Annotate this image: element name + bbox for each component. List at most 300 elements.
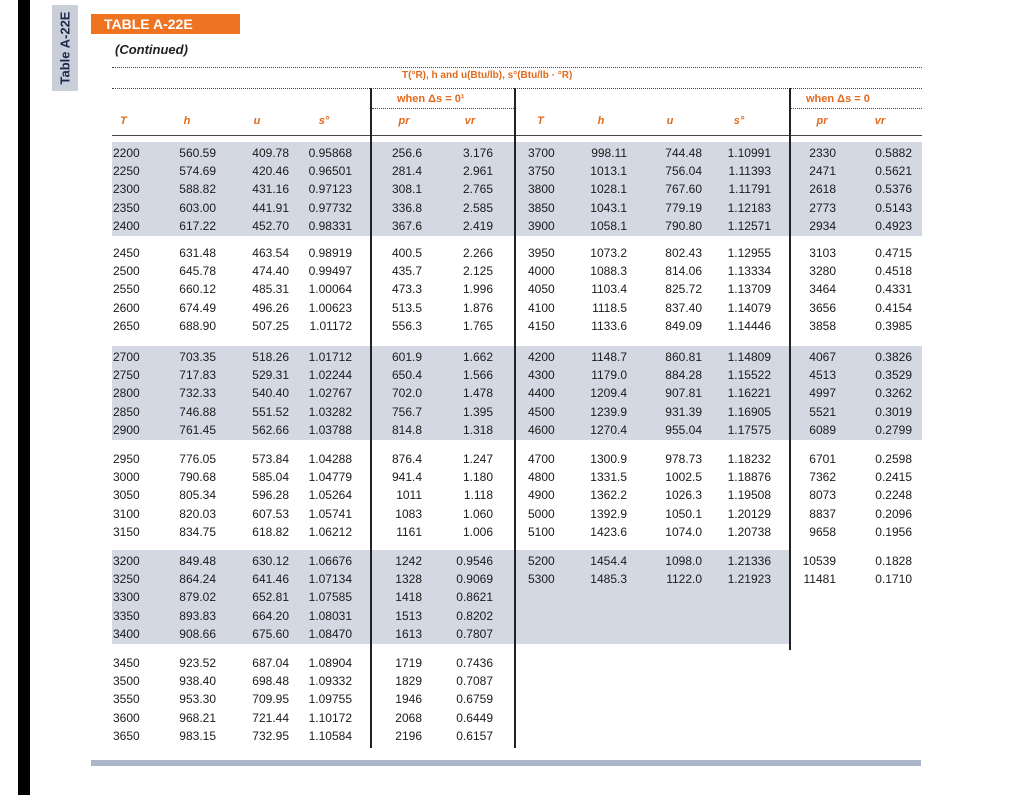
cell-u: 931.39: [665, 404, 702, 419]
cell-s0: 1.01712: [308, 350, 352, 364]
cell-pr: 2068: [395, 710, 422, 725]
cell-T: 4150: [528, 318, 555, 333]
cell-vr: 0.1828: [875, 554, 912, 568]
cell-h: 893.83: [179, 608, 216, 623]
cell-h: 1454.4: [590, 554, 627, 568]
cell-s0: 1.06212: [308, 524, 352, 539]
cell-u: 732.95: [252, 728, 289, 743]
cell-vr: 0.3529: [875, 368, 912, 383]
cell-s0: 1.21336: [727, 554, 771, 568]
cell-vr: 1.395: [462, 404, 493, 419]
cell-pr: 1328: [395, 572, 422, 587]
cell-T: 2550: [113, 282, 140, 297]
cell-vr: 0.8202: [456, 608, 493, 623]
cell-vr: 0.2248: [875, 488, 912, 503]
cell-u: 507.25: [252, 318, 289, 333]
cell-s0: 0.97732: [308, 200, 352, 215]
cell-h: 953.30: [179, 692, 216, 707]
cell-pr: 3103: [809, 246, 836, 260]
cell-T: 2800: [113, 386, 140, 401]
table-label-badge: TABLE A-22E: [91, 14, 240, 34]
cell-s0: 0.95868: [308, 146, 352, 160]
cell-u: 675.60: [252, 626, 289, 641]
cell-s0: 1.00064: [308, 282, 352, 297]
cell-h: 1392.9: [590, 506, 627, 521]
cell-h: 574.69: [179, 164, 216, 179]
cell-pr: 1242: [395, 554, 422, 568]
cell-T: 2450: [113, 246, 140, 260]
col-header-T: T: [120, 115, 127, 127]
cell-u: 837.40: [665, 300, 702, 315]
cell-h: 631.48: [179, 246, 216, 260]
cell-s0: 1.09755: [308, 692, 352, 707]
cell-pr: 3656: [809, 300, 836, 315]
cell-pr: 1011: [396, 488, 422, 503]
cell-vr: 3.176: [462, 146, 493, 160]
cell-T: 4700: [528, 452, 555, 466]
cell-pr: 256.6: [391, 146, 422, 160]
cell-T: 3350: [113, 608, 140, 623]
cell-h: 938.40: [179, 674, 216, 689]
cell-vr: 1.006: [462, 524, 493, 539]
cell-pr: 400.5: [391, 246, 422, 260]
col-header-s0: s°: [318, 115, 330, 127]
cell-T: 3650: [113, 728, 140, 743]
cell-vr: 0.9546: [456, 554, 493, 568]
cell-h: 1028.1: [590, 182, 627, 197]
cell-u: 562.66: [252, 422, 289, 437]
cell-h: 1485.3: [590, 572, 627, 587]
cell-T: 4050: [528, 282, 555, 297]
cell-s0: 1.05741: [308, 506, 352, 521]
cell-h: 617.22: [179, 218, 216, 233]
when-delta-s-right: when Δs = 0: [806, 93, 870, 105]
cell-vr: 0.5143: [875, 200, 912, 215]
cell-pr: 336.8: [391, 200, 422, 215]
cell-h: 1362.2: [590, 488, 627, 503]
cell-s0: 1.10172: [308, 710, 352, 725]
cell-s0: 1.10584: [308, 728, 352, 743]
cell-T: 5000: [528, 506, 555, 521]
col-header-vr-right: vr: [874, 115, 886, 127]
cell-h: 1148.7: [591, 350, 627, 364]
cell-T: 3750: [528, 164, 555, 179]
cell-h: 864.24: [179, 572, 216, 587]
cell-T: 4800: [528, 470, 555, 485]
cell-pr: 11481: [803, 572, 836, 587]
cell-s0: 1.18876: [727, 470, 771, 485]
cell-pr: 2934: [809, 218, 836, 233]
cell-pr: 2471: [809, 164, 836, 179]
cell-pr: 473.3: [391, 282, 422, 297]
subheader-rule-right: [790, 108, 922, 109]
cell-vr: 0.8621: [456, 590, 493, 605]
cell-h: 820.03: [179, 506, 216, 521]
cell-pr: 702.0: [391, 386, 422, 401]
cell-u: 641.46: [252, 572, 289, 587]
header-rule-top: [112, 67, 922, 68]
header-rule-mid: [112, 88, 922, 89]
cell-s0: 1.13334: [727, 264, 771, 279]
cell-u: 1122.0: [666, 572, 702, 587]
cell-u: 452.70: [252, 218, 289, 233]
page-edge-bar: [18, 0, 30, 795]
cell-h: 1209.4: [590, 386, 627, 401]
cell-u: 698.48: [252, 674, 289, 689]
cell-s0: 1.14809: [727, 350, 771, 364]
cell-u: 756.04: [665, 164, 702, 179]
cell-u: 485.31: [252, 282, 289, 297]
cell-T: 3600: [113, 710, 140, 725]
cell-vr: 0.7807: [456, 626, 493, 641]
cell-T: 2500: [113, 264, 140, 279]
cell-pr: 308.1: [391, 182, 422, 197]
cell-vr: 0.2415: [875, 470, 912, 485]
col-header-s0-right: s°: [733, 115, 745, 127]
cell-vr: 1.118: [463, 488, 493, 503]
cell-pr: 601.9: [391, 350, 422, 364]
cell-pr: 941.4: [391, 470, 422, 485]
cell-pr: 814.8: [391, 422, 422, 437]
cell-h: 674.49: [179, 300, 216, 315]
cell-vr: 0.3985: [875, 318, 912, 333]
cell-pr: 9658: [809, 524, 836, 539]
cell-pr: 8073: [809, 488, 836, 503]
cell-vr: 2.419: [462, 218, 493, 233]
cell-h: 1239.9: [590, 404, 627, 419]
cell-T: 3250: [113, 572, 140, 587]
cell-pr: 4067: [809, 350, 836, 364]
cell-s0: 1.11791: [728, 182, 771, 197]
cell-u: 1098.0: [665, 554, 702, 568]
cell-u: 767.60: [665, 182, 702, 197]
cell-pr: 2196: [395, 728, 422, 743]
cell-h: 560.59: [179, 146, 216, 160]
col-header-u: u: [253, 115, 261, 127]
cell-u: 884.28: [665, 368, 702, 383]
cell-vr: 1.566: [462, 368, 493, 383]
cell-pr: 2618: [809, 182, 836, 197]
cell-h: 1331.5: [590, 470, 627, 485]
cell-h: 703.35: [179, 350, 216, 364]
cell-pr: 756.7: [391, 404, 422, 419]
cell-u: 441.91: [252, 200, 289, 215]
subheader-rule-left: [372, 108, 514, 109]
cell-pr: 1946: [395, 692, 422, 707]
cell-vr: 0.3262: [875, 386, 912, 401]
cell-h: 1013.1: [590, 164, 627, 179]
cell-h: 603.00: [179, 200, 216, 215]
cell-s0: 1.02767: [308, 386, 352, 401]
cell-pr: 1418: [395, 590, 422, 605]
cell-T: 3550: [113, 692, 140, 707]
cell-T: 2700: [113, 350, 140, 364]
cell-s0: 1.20738: [727, 524, 771, 539]
cell-vr: 1.765: [462, 318, 493, 333]
cell-s0: 1.11393: [728, 164, 771, 179]
cell-vr: 0.6759: [456, 692, 493, 707]
cell-s0: 1.02244: [308, 368, 352, 383]
cell-s0: 1.17575: [727, 422, 771, 437]
cell-h: 790.68: [179, 470, 216, 485]
cell-s0: 1.07585: [308, 590, 352, 605]
cell-vr: 1.876: [462, 300, 493, 315]
cell-T: 5300: [528, 572, 555, 587]
cell-u: 607.53: [252, 506, 289, 521]
cell-vr: 0.9069: [456, 572, 493, 587]
cell-u: 1002.5: [665, 470, 702, 485]
cell-u: 496.26: [252, 300, 289, 315]
cell-vr: 2.961: [462, 164, 493, 179]
cell-T: 3850: [528, 200, 555, 215]
cell-pr: 3858: [809, 318, 836, 333]
cell-h: 1179.0: [591, 368, 627, 383]
cell-h: 1423.6: [590, 524, 627, 539]
cell-u: 630.12: [252, 554, 289, 568]
cell-vr: 1.996: [462, 282, 493, 297]
table-header-title: T(°R), h and u(Btu/lb), s°(Btu/lb · °R): [402, 70, 573, 81]
cell-T: 3000: [113, 470, 140, 485]
cell-u: 585.04: [252, 470, 289, 485]
cell-T: 3950: [528, 246, 555, 260]
cell-u: 409.78: [252, 146, 289, 160]
cell-h: 761.45: [179, 422, 216, 437]
cell-h: 1043.1: [590, 200, 627, 215]
cell-pr: 876.4: [391, 452, 422, 466]
cell-u: 618.82: [252, 524, 289, 539]
side-tab-label: Table A-22E: [57, 11, 73, 85]
cell-h: 1118.5: [592, 300, 627, 315]
cell-h: 1103.4: [591, 282, 627, 297]
cell-u: 518.26: [252, 350, 289, 364]
cell-T: 2300: [113, 182, 140, 197]
cell-vr: 0.3826: [875, 350, 912, 364]
cell-T: 3400: [113, 626, 140, 641]
cell-T: 4300: [528, 368, 555, 383]
cell-T: 3500: [113, 674, 140, 689]
cell-T: 4500: [528, 404, 555, 419]
cell-vr: 1.247: [462, 452, 493, 466]
cell-u: 955.04: [665, 422, 702, 437]
cell-vr: 1.180: [462, 470, 493, 485]
side-tab: [52, 5, 78, 91]
cell-h: 998.11: [591, 146, 627, 160]
cell-vr: 2.266: [462, 246, 493, 260]
col-header-h: h: [183, 115, 191, 127]
cell-h: 1088.3: [590, 264, 627, 279]
col-header-T-right: T: [537, 115, 544, 127]
cell-u: 596.28: [252, 488, 289, 503]
cell-T: 3450: [113, 656, 140, 670]
cell-pr: 6701: [809, 452, 836, 466]
table-bottom-bar: [91, 760, 921, 766]
cell-h: 1300.9: [590, 452, 627, 466]
cell-h: 776.05: [179, 452, 216, 466]
cell-u: 1026.3: [665, 488, 702, 503]
cell-u: 802.43: [665, 246, 702, 260]
cell-s0: 1.05264: [308, 488, 352, 503]
cell-u: 721.44: [252, 710, 289, 725]
cell-T: 2650: [113, 318, 140, 333]
cell-s0: 0.98919: [308, 246, 352, 260]
cell-vr: 2.585: [462, 200, 493, 215]
cell-vr: 2.125: [462, 264, 493, 279]
cell-u: 779.19: [665, 200, 702, 215]
cell-s0: 1.21923: [727, 572, 771, 587]
col-header-pr-right: pr: [816, 115, 828, 127]
cell-s0: 1.00623: [308, 300, 352, 315]
cell-s0: 1.03788: [308, 422, 352, 437]
cell-vr: 1.318: [462, 422, 493, 437]
cell-pr: 2773: [809, 200, 836, 215]
cell-pr: 367.6: [391, 218, 422, 233]
divider-right: [789, 88, 791, 650]
cell-vr: 1.478: [462, 386, 493, 401]
cell-pr: 3464: [809, 282, 836, 297]
cell-vr: 0.5621: [875, 164, 912, 179]
cell-vr: 0.2799: [875, 422, 912, 437]
cell-h: 588.82: [179, 182, 216, 197]
cell-T: 2400: [113, 218, 140, 233]
divider-center: [514, 88, 516, 748]
cell-vr: 0.5882: [875, 146, 912, 160]
cell-T: 4600: [528, 422, 555, 437]
cell-h: 688.90: [179, 318, 216, 333]
cell-T: 5100: [528, 524, 555, 539]
cell-pr: 10539: [802, 554, 836, 568]
col-header-h-right: h: [597, 115, 605, 127]
cell-T: 3100: [113, 506, 140, 521]
cell-T: 2350: [113, 200, 140, 215]
cell-u: 744.48: [665, 146, 702, 160]
cell-u: 474.40: [252, 264, 289, 279]
cell-h: 849.48: [179, 554, 216, 568]
cell-h: 908.66: [179, 626, 216, 641]
cell-T: 3200: [113, 554, 140, 568]
cell-u: 573.84: [252, 452, 289, 466]
cell-u: 860.81: [665, 350, 702, 364]
cell-vr: 0.1710: [875, 572, 912, 587]
cell-u: 978.73: [665, 452, 702, 466]
cell-T: 3900: [528, 218, 555, 233]
cell-vr: 0.7436: [456, 656, 493, 670]
cell-u: 664.20: [252, 608, 289, 623]
cell-s0: 1.08904: [308, 656, 352, 670]
cell-T: 4100: [528, 300, 555, 315]
cell-pr: 5521: [809, 404, 836, 419]
cell-h: 805.34: [179, 488, 216, 503]
cell-pr: 1613: [395, 626, 422, 641]
cell-T: 4900: [528, 488, 555, 503]
cell-s0: 1.19508: [727, 488, 771, 503]
cell-T: 3050: [113, 488, 140, 503]
cell-T: 3800: [528, 182, 555, 197]
cell-u: 420.46: [252, 164, 289, 179]
cell-u: 790.80: [665, 218, 702, 233]
cell-s0: 1.08470: [308, 626, 352, 641]
divider-left: [370, 88, 372, 748]
cell-s0: 1.12183: [727, 200, 771, 215]
cell-u: 825.72: [665, 282, 702, 297]
cell-T: 4400: [528, 386, 555, 401]
cell-pr: 281.4: [391, 164, 422, 179]
when-delta-s-left: when Δs = 0¹: [397, 93, 465, 105]
cell-vr: 0.4518: [875, 264, 912, 279]
cell-T: 5200: [528, 554, 555, 568]
cell-T: 3300: [113, 590, 140, 605]
cell-vr: 2.765: [462, 182, 493, 197]
cell-vr: 0.4715: [875, 246, 912, 260]
cell-vr: 0.6157: [456, 728, 493, 743]
cell-pr: 3280: [809, 264, 836, 279]
cell-pr: 2330: [809, 146, 836, 160]
cell-s0: 1.03282: [308, 404, 352, 419]
cell-s0: 1.16221: [727, 386, 771, 401]
col-header-pr: pr: [398, 115, 410, 127]
cell-vr: 0.3019: [875, 404, 912, 419]
cell-s0: 1.04288: [308, 452, 352, 466]
cell-u: 849.09: [665, 318, 702, 333]
cell-vr: 0.1956: [875, 524, 912, 539]
cell-h: 1073.2: [590, 246, 627, 260]
cell-s0: 0.97123: [308, 182, 352, 197]
cell-u: 652.81: [252, 590, 289, 605]
cell-u: 463.54: [252, 246, 289, 260]
cell-s0: 1.06676: [308, 554, 352, 568]
cell-s0: 1.04779: [308, 470, 352, 485]
cell-T: 2900: [113, 422, 140, 437]
cell-s0: 0.96501: [308, 164, 352, 179]
cell-pr: 8837: [809, 506, 836, 521]
cell-u: 431.16: [252, 182, 289, 197]
cell-s0: 1.12571: [727, 218, 771, 233]
cell-pr: 556.3: [391, 318, 422, 333]
cell-u: 687.04: [252, 656, 289, 670]
cell-T: 4000: [528, 264, 555, 279]
cell-h: 1133.6: [591, 318, 627, 333]
cell-s0: 1.13709: [727, 282, 771, 297]
cell-s0: 0.98331: [308, 218, 352, 233]
cell-s0: 1.14446: [727, 318, 771, 333]
cell-vr: 1.060: [462, 506, 493, 521]
cell-u: 529.31: [252, 368, 289, 383]
cell-s0: 1.18232: [727, 452, 771, 466]
cell-vr: 0.2096: [875, 506, 912, 521]
cell-u: 540.40: [252, 386, 289, 401]
cell-s0: 1.16905: [727, 404, 771, 419]
cell-h: 923.52: [179, 656, 216, 670]
cell-T: 2850: [113, 404, 140, 419]
cell-u: 907.81: [665, 386, 702, 401]
cell-h: 968.21: [179, 710, 216, 725]
cell-T: 2250: [113, 164, 140, 179]
cell-T: 3700: [528, 146, 555, 160]
cell-s0: 1.12955: [727, 246, 771, 260]
cell-s0: 1.20129: [727, 506, 771, 521]
cell-pr: 435.7: [391, 264, 422, 279]
cell-T: 2200: [113, 146, 140, 160]
cell-h: 732.33: [179, 386, 216, 401]
continued-label: (Continued): [115, 42, 188, 57]
cell-s0: 1.07134: [308, 572, 352, 587]
cell-pr: 1513: [395, 608, 422, 623]
cell-pr: 1083: [395, 506, 422, 521]
cell-pr: 1829: [395, 674, 422, 689]
cell-u: 1050.1: [665, 506, 702, 521]
cell-s0: 0.99497: [308, 264, 352, 279]
col-header-vr: vr: [464, 115, 476, 127]
cell-T: 4200: [528, 350, 555, 364]
